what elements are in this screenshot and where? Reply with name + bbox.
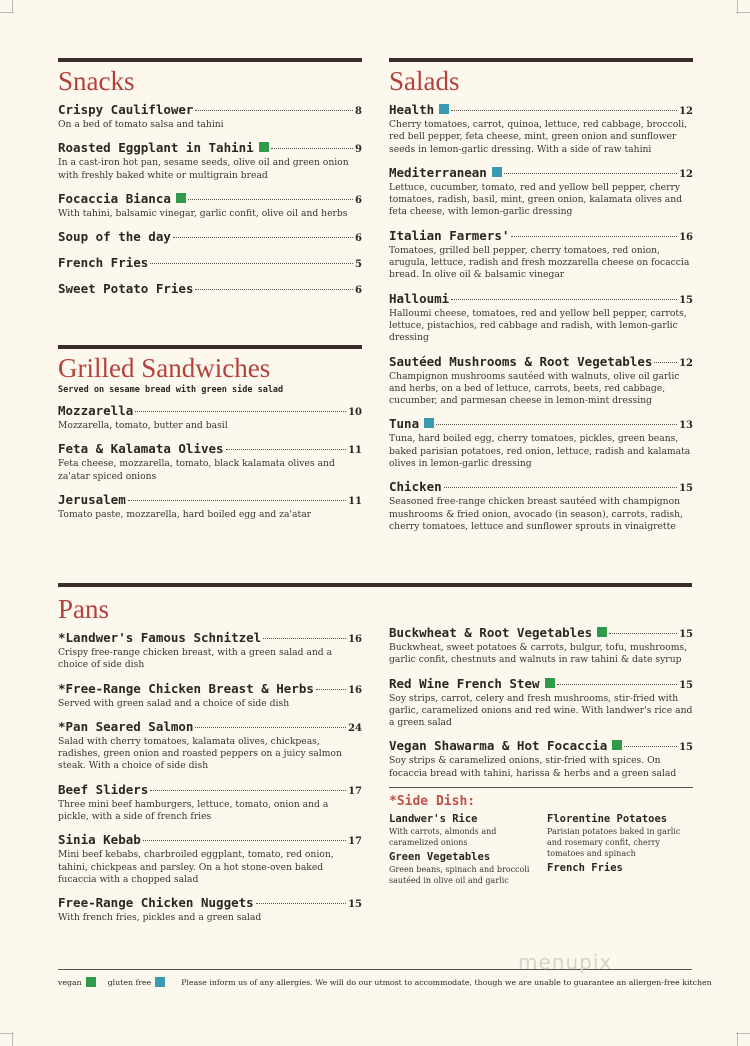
menu-item-description: Salad with cherry tomatoes, kalamata olives, chickpeas, radishes, green onion and roasted peppers on a juicy salmon steak. With a choice of side dish	[58, 735, 342, 772]
side-dish-name: Florentine Potatoes	[547, 813, 668, 826]
menu-item-price: 15	[679, 629, 693, 640]
side-dish-title: *Side Dish:	[389, 794, 476, 810]
menu-item-name: Focaccia Bianca	[58, 190, 171, 206]
dot-leader	[451, 299, 677, 300]
menu-item-price: 6	[355, 233, 362, 245]
menu-item-description: Tomatoes, grilled bell pepper, cherry tomatoes, red onion, arugula, lettuce, radish and fresh mozzarella cheese on focaccia bread. In olive oil & balsamic vinegar	[389, 244, 690, 281]
menu-item	[389, 625, 693, 667]
menu-item-description: Halloumi cheese, tomatoes, red and yellow bell pepper, carrots, lettuce, pistachios, red cabbage and radish, with lemon-garlic dressing	[389, 307, 687, 344]
menu-item-name: Sinia Kebab	[58, 832, 141, 848]
menu-item-name: Feta & Kalamata Olives	[58, 441, 224, 457]
sandwiches-list	[58, 403, 362, 521]
dot-leader	[173, 237, 353, 238]
dot-leader	[150, 263, 353, 264]
menu-item-row	[389, 676, 693, 693]
divider	[58, 345, 362, 349]
menu-item-description: Soy strips & caramelized onions, stir-fried with spices. On focaccia bread with tahini, harissa & herbs and a green salad	[389, 755, 677, 779]
menu-item-description: Crispy free-range chicken breast, with a green salad and a choice of side dish	[58, 647, 333, 671]
dot-leader	[654, 362, 677, 363]
menu-item-description: In a cast-iron hot pan, sesame seeds, olive oil and green onion with freshly baked white or multigrain bread	[58, 157, 349, 181]
section-title: Grilled Sandwiches	[58, 353, 271, 383]
menu-item-price: 6	[355, 194, 362, 206]
menu-item	[58, 782, 362, 824]
crop-mark	[737, 0, 738, 14]
section-title: Snacks	[58, 66, 135, 96]
menu-item-row	[58, 832, 362, 849]
menu-item-price: 13	[679, 420, 693, 432]
pans-right-section	[389, 625, 693, 889]
dot-leader	[128, 500, 346, 501]
dot-leader	[436, 424, 677, 425]
menu-item	[58, 255, 362, 272]
menu-item-name: Red Wine French Stew	[389, 675, 540, 691]
menu-item-name: Mediterranean	[389, 164, 487, 180]
menu-item-name: *Free-Range Chicken Breast & Herbs	[58, 680, 314, 696]
dot-leader	[150, 790, 346, 791]
menu-item-row	[58, 255, 362, 272]
menu-item-row	[58, 102, 362, 119]
menu-item-name: Roasted Eggplant in Tahini	[58, 140, 254, 156]
menu-item-row	[389, 102, 693, 119]
dot-leader	[263, 638, 346, 639]
menu-item-price: 6	[355, 285, 362, 297]
side-dish-name: Landwer's Rice	[389, 813, 478, 826]
dot-leader	[195, 110, 353, 111]
vegan-icon	[176, 193, 186, 203]
gluten-free-icon	[424, 418, 434, 428]
menu-item-name: French Fries	[58, 255, 149, 271]
menu-item	[389, 291, 693, 345]
menu-item-name: Italian Farmers'	[389, 227, 510, 243]
menu-item-description: Tuna, hard boiled egg, cherry tomatoes, pickles, green beans, baked parisian potatoes, red onion, lettuce, radish and kalamata olives in lemon-garlic dressing	[389, 433, 691, 470]
crop-mark	[12, 0, 13, 14]
snacks-section	[58, 58, 362, 307]
menu-item-row	[389, 165, 693, 182]
dot-leader	[188, 199, 353, 200]
menu-item-price: 8	[355, 106, 362, 117]
menu-item-row	[58, 229, 362, 246]
side-dish-grid	[389, 813, 693, 889]
menu-item-price: 16	[348, 684, 362, 696]
pans-right-list	[389, 625, 693, 780]
menu-item-price: 15	[679, 742, 693, 754]
menu-item	[58, 719, 362, 773]
menu-item-name: Sautéed Mushrooms & Root Vegetables	[389, 353, 653, 369]
menu-item-name: Health	[389, 102, 435, 117]
menu-item-row	[58, 281, 362, 298]
crop-mark	[736, 12, 750, 13]
menu-item-row	[389, 228, 693, 245]
side-dish-description: Green beans, spinach and broccoli sautéed in olive oil and garlic	[389, 865, 530, 886]
crop-mark	[12, 1032, 13, 1046]
menu-item-row	[58, 630, 362, 647]
salads-section	[389, 58, 693, 542]
menu-item-name: Halloumi	[389, 290, 450, 306]
menu-item-price: 10	[348, 407, 362, 418]
menu-item-description: Lettuce, cucumber, tomato, red and yellow bell pepper, cherry tomatoes, radish, basil, mint, green onion, kalamata olives and feta cheese, with lemon-garlic dressing	[389, 181, 683, 218]
divider	[389, 58, 693, 62]
menu-item-description: Mozzarella, tomato, butter and basil	[58, 420, 228, 431]
footer	[58, 977, 712, 987]
dot-leader	[444, 487, 677, 488]
menu-item-row	[58, 895, 362, 912]
menu-item-description: Three mini beef hamburgers, lettuce, tomato, onion and a pickle, with a side of french fries	[58, 798, 329, 823]
menu-item-price: 11	[348, 445, 362, 457]
dot-leader	[511, 236, 677, 237]
menu-item-price: 17	[348, 785, 362, 797]
menu-item-name: Sweet Potato Fries	[58, 281, 194, 297]
menu-item-price: 16	[348, 634, 362, 645]
menu-item-row	[58, 719, 362, 736]
side-dish-right	[547, 813, 693, 889]
menu-item-price: 9	[355, 144, 362, 156]
menu-item-row	[389, 291, 693, 308]
menu-item	[389, 354, 693, 408]
dot-leader	[135, 411, 346, 412]
menu-item-row	[389, 625, 693, 642]
dot-leader	[557, 684, 678, 685]
menu-item-name: *Pan Seared Salmon	[58, 718, 194, 734]
menu-item-name: Chicken	[389, 479, 442, 495]
menu-item	[389, 416, 693, 470]
menu-item-price: 12	[679, 357, 693, 369]
menu-item-price: 12	[679, 168, 693, 180]
menu-item	[58, 229, 362, 246]
side-dish-name: Green Vegetables	[389, 851, 491, 864]
sandwiches-section	[58, 345, 362, 530]
side-dish-name: French Fries	[547, 862, 623, 875]
gluten-free-icon	[439, 104, 449, 114]
menu-item-description: With tahini, balsamic vinegar, garlic confit, olive oil and herbs	[58, 207, 348, 219]
gluten-free-icon	[155, 977, 165, 987]
menu-item	[58, 895, 362, 924]
menu-item-name: Buckwheat & Root Vegetables	[389, 625, 593, 640]
watermark: menupix	[518, 950, 613, 974]
menu-item-description: Feta cheese, mozzarella, tomato, black kalamata olives and za'atar spiced onions	[58, 458, 335, 482]
menu-item-row	[389, 354, 693, 371]
dot-leader	[256, 903, 346, 904]
menu-item-name: Beef Sliders	[58, 781, 149, 797]
dot-leader	[316, 689, 346, 690]
menu-item-row	[389, 738, 693, 755]
menu-item-description: Mini beef kebabs, charbroiled eggplant, tomato, red onion, tahini, chickpeas and parsley. On a hot stone-oven baked fucaccia with a chopped salad	[58, 849, 334, 885]
vegan-icon	[597, 627, 607, 637]
menu-item	[389, 165, 693, 219]
crop-mark	[736, 1033, 750, 1034]
menu-item-name: Vegan Shawarma & Hot Focaccia	[389, 738, 608, 754]
section-title: Pans	[58, 594, 110, 624]
menu-item	[58, 630, 362, 672]
menu-item-row	[389, 479, 693, 496]
menu-item-description: Tomato paste, mozzarella, hard boiled egg and za'atar	[58, 508, 312, 520]
menu-item	[389, 738, 693, 780]
menu-item-name: Soup of the day	[58, 229, 171, 245]
menu-item-row	[58, 191, 362, 208]
menu-item-description: Buckwheat, sweet potatoes & carrots, bulgur, tofu, mushrooms, garlic confit, chestnuts and walnuts in raw tahini & date syrup	[389, 642, 688, 666]
vegan-icon	[612, 740, 622, 750]
section-subtitle: Served on sesame bread with green side salad	[58, 385, 284, 395]
menu-item-name: Crispy Cauliflower	[58, 102, 194, 117]
snacks-list	[58, 102, 362, 298]
dot-leader	[226, 449, 347, 450]
menu-item-row	[58, 403, 362, 420]
gluten-free-icon	[492, 167, 502, 177]
vegan-legend-label: vegan	[58, 977, 82, 987]
menu-item-row	[58, 492, 362, 509]
menu-item	[389, 228, 693, 282]
menu-item-description: On a bed of tomato salsa and tahini	[58, 119, 224, 130]
menu-item-row	[58, 441, 362, 458]
menu-item-price: 16	[679, 231, 693, 243]
menu-item	[58, 441, 362, 483]
menu-item-name: Tuna	[389, 416, 420, 432]
section-title: Salads	[389, 66, 460, 96]
menu-item-name: Mozzarella	[58, 403, 134, 418]
menu-item	[58, 102, 362, 131]
menu-item-description: Champignon mushrooms sautéed with walnuts, olive oil garlic and herbs, on a bed of lettuce, carrots, beets, red cabbage, cucumber, and parmesan cheese in lemon-mint dressing	[389, 370, 680, 407]
menu-item-price: 5	[355, 259, 362, 271]
dot-leader	[624, 746, 677, 747]
crop-mark	[737, 1032, 738, 1046]
gluten-free-legend-label: gluten free	[107, 977, 152, 987]
side-dish-description: Parisian potatoes baked in garlic and rosemary confit, cherry tomatoes and spinach	[547, 827, 681, 859]
menu-item	[389, 102, 693, 156]
menu-item-price: 11	[348, 495, 362, 507]
menu-item-description: With french fries, pickles and a green salad	[58, 912, 262, 924]
divider	[389, 787, 693, 788]
menu-item	[58, 140, 362, 182]
dot-leader	[451, 110, 677, 111]
side-dish-left	[389, 813, 547, 889]
allergy-note: Please inform us of any allergies. We will do our utmost to accommodate, though we are unable to guarantee an allergen-free kitchen	[181, 977, 712, 987]
menu-item	[58, 191, 362, 220]
vegan-icon	[545, 678, 555, 688]
dot-leader	[195, 727, 346, 728]
pans-divider	[58, 583, 692, 587]
menu-item-price: 15	[679, 294, 693, 306]
menu-item	[389, 676, 693, 730]
vegan-icon	[259, 142, 269, 152]
menu-item-name: Jerusalem	[58, 491, 126, 507]
menu-item-price: 24	[348, 722, 362, 734]
menu-item	[58, 281, 362, 298]
menu-item-name: Free-Range Chicken Nuggets	[58, 895, 254, 911]
side-dish-description: With carrots, almonds and caramelized onions	[389, 827, 497, 848]
menu-item-row	[389, 416, 693, 433]
menu-item	[389, 479, 693, 533]
dot-leader	[271, 148, 353, 149]
menu-item-row	[58, 681, 362, 698]
dot-leader	[143, 840, 346, 841]
vegan-icon	[86, 977, 96, 987]
dot-leader	[195, 289, 353, 290]
pans-list	[58, 630, 362, 925]
salads-list	[389, 102, 693, 533]
divider	[58, 58, 362, 62]
dot-leader	[609, 633, 677, 634]
menu-item-description: Served with green salad and a choice of side dish	[58, 697, 290, 709]
menu-item-price: 15	[679, 679, 693, 691]
menu-item-row	[58, 140, 362, 157]
menu-item	[58, 403, 362, 432]
dot-leader	[504, 173, 677, 174]
menu-item-price: 12	[679, 106, 693, 117]
pans-section	[58, 590, 362, 934]
menu-item-name: *Landwer's Famous Schnitzel	[58, 630, 262, 645]
menu-item	[58, 492, 362, 521]
menu-item-description: Seasoned free-range chicken breast sautéed with champignon mushrooms & fried onion, avocado (in season), carrots, radish, cherry tomatoes, lettuce and sunflower sprouts in vinaigrette	[389, 496, 683, 532]
menu-item-price: 15	[679, 483, 693, 495]
menu-item-description: Soy strips, carrot, celery and fresh mushrooms, stir-fried with garlic, caramelized onions and red wine. With landwer's rice and a green salad	[389, 692, 693, 729]
menu-item-price: 15	[348, 899, 362, 911]
menu-item-description: Cherry tomatoes, carrot, quinoa, lettuce, red cabbage, broccoli, red bell pepper, feta cheese, mint, green onion and sunflower seeds in lemon-garlic dressing. With a side of raw tahini	[389, 119, 688, 155]
menu-item-row	[58, 782, 362, 799]
menu-item-price: 17	[348, 836, 362, 848]
menu-item	[58, 832, 362, 886]
menu-item	[58, 681, 362, 710]
